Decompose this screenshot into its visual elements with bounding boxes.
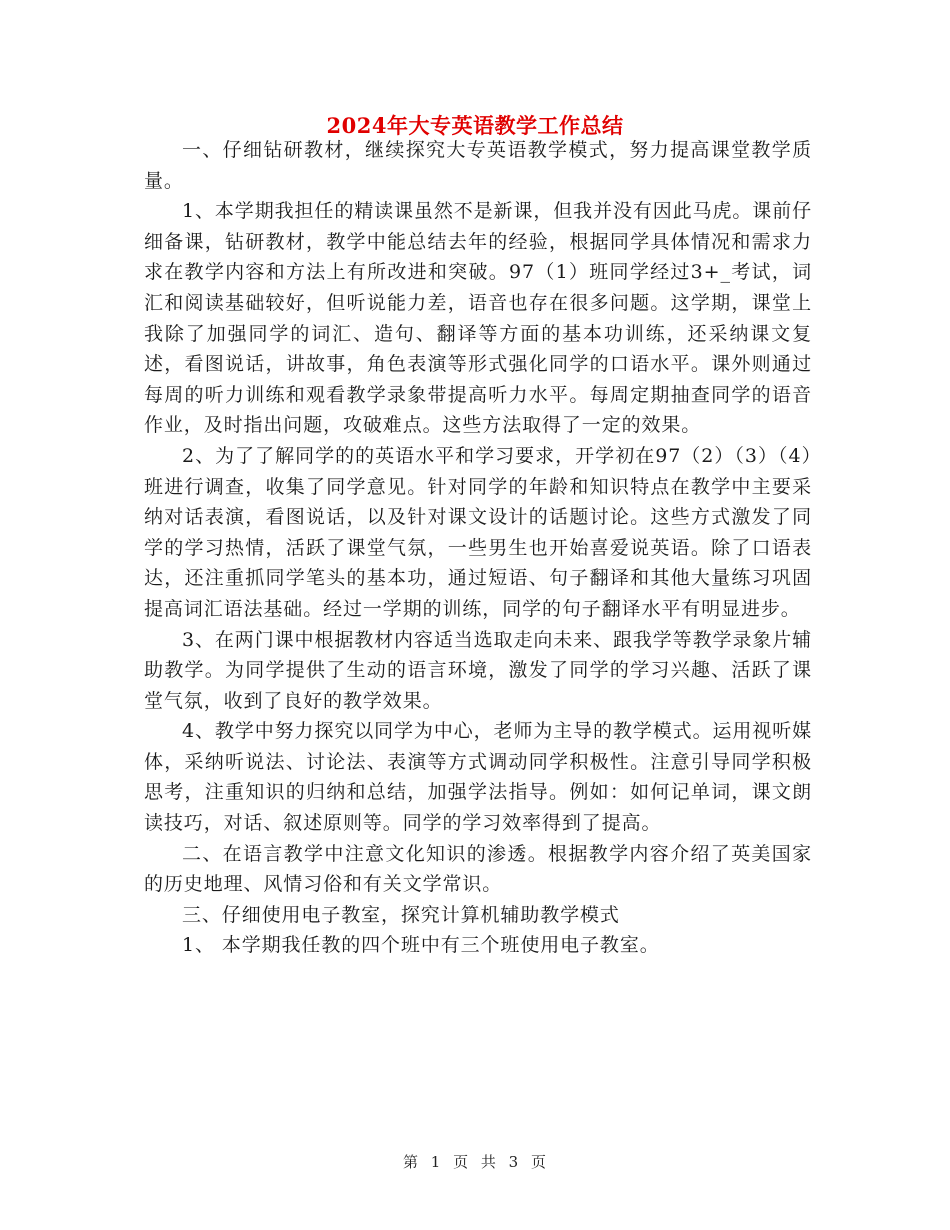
document-body	[144, 135, 812, 961]
paragraph: 3、在两门课中根据教材内容适当选取走向未来、跟我学等教学录象片辅助教学。为同学提供了生动的语言环境，激发了同学的学习兴趣、活跃了课堂气氛，收到了良好的教学效果。	[144, 628, 812, 712]
paragraph: 三、仔细使用电子教室，探究计算机辅助教学模式	[182, 903, 620, 926]
paragraph: 二、在语言教学中注意文化知识的渗透。根据教学内容介绍了英美国家的历史地理、风情习俗和有关文学常识。	[144, 842, 812, 896]
paragraph: 一、仔细钻研教材，继续探究大专英语教学模式，努力提高课堂教学质量。	[144, 139, 812, 192]
paragraph: 4、教学中努力探究以同学为中心，老师为主导的教学模式。运用视听媒体，采纳听说法、讨论法、表演等方式调动同学积极性。注意引导同学积极思考，注重知识的归纳和总结，加强学法指导。例如：如何记单词，课文朗读技巧，对话、叙述原则等。同学的学习效率得到了提高。	[144, 720, 812, 835]
paragraph: 1、本学期我担任的精读课虽然不是新课，但我并没有因此马虎。课前仔细备课，钻研教材，教学中能总结去年的经验，根据同学具体情况和需求力求在教学内容和方法上有所改进和突破。97（1）班同学经过3+_考试，词汇和阅读基础较好，但听说能力差，语音也存在很多问题。这学期，课堂上我除了加强同学的词汇、造句、翻译等方面的基本功训练，还采纳课文复述，看图说话，讲故事，角色表演等形式强化同学的口语水平。课外则通过每周的听力训练和观看教学录象带提高听力水平。每周定期抽查同学的语音作业，及时指出问题，攻破难点。这些方法取得了一定的效果。	[144, 200, 812, 437]
paragraph: 2、为了了解同学的的英语水平和学习要求，开学初在97（2）（3）（4）班进行调查，收集了同学意见。针对同学的年龄和知识特点在教学中主要采纳对话表演，看图说话，以及针对课文设计的话题讨论。这些方式激发了同学的学习热情，活跃了课堂气氛，一些男生也开始喜爱说英语。除了口语表达，还注重抓同学笔头的基本功，通过短语、句子翻译和其他大量练习巩固提高词汇语法基础。经过一学期的训练，同学的句子翻译水平有明显进步。	[144, 444, 812, 620]
document-title: 2024年大专英语教学工作总结	[326, 113, 624, 138]
page-number-footer: 第 1 页 共 3 页	[403, 1153, 547, 1171]
paragraph: 1、 本学期我任教的四个班中有三个班使用电子教室。	[182, 934, 660, 957]
